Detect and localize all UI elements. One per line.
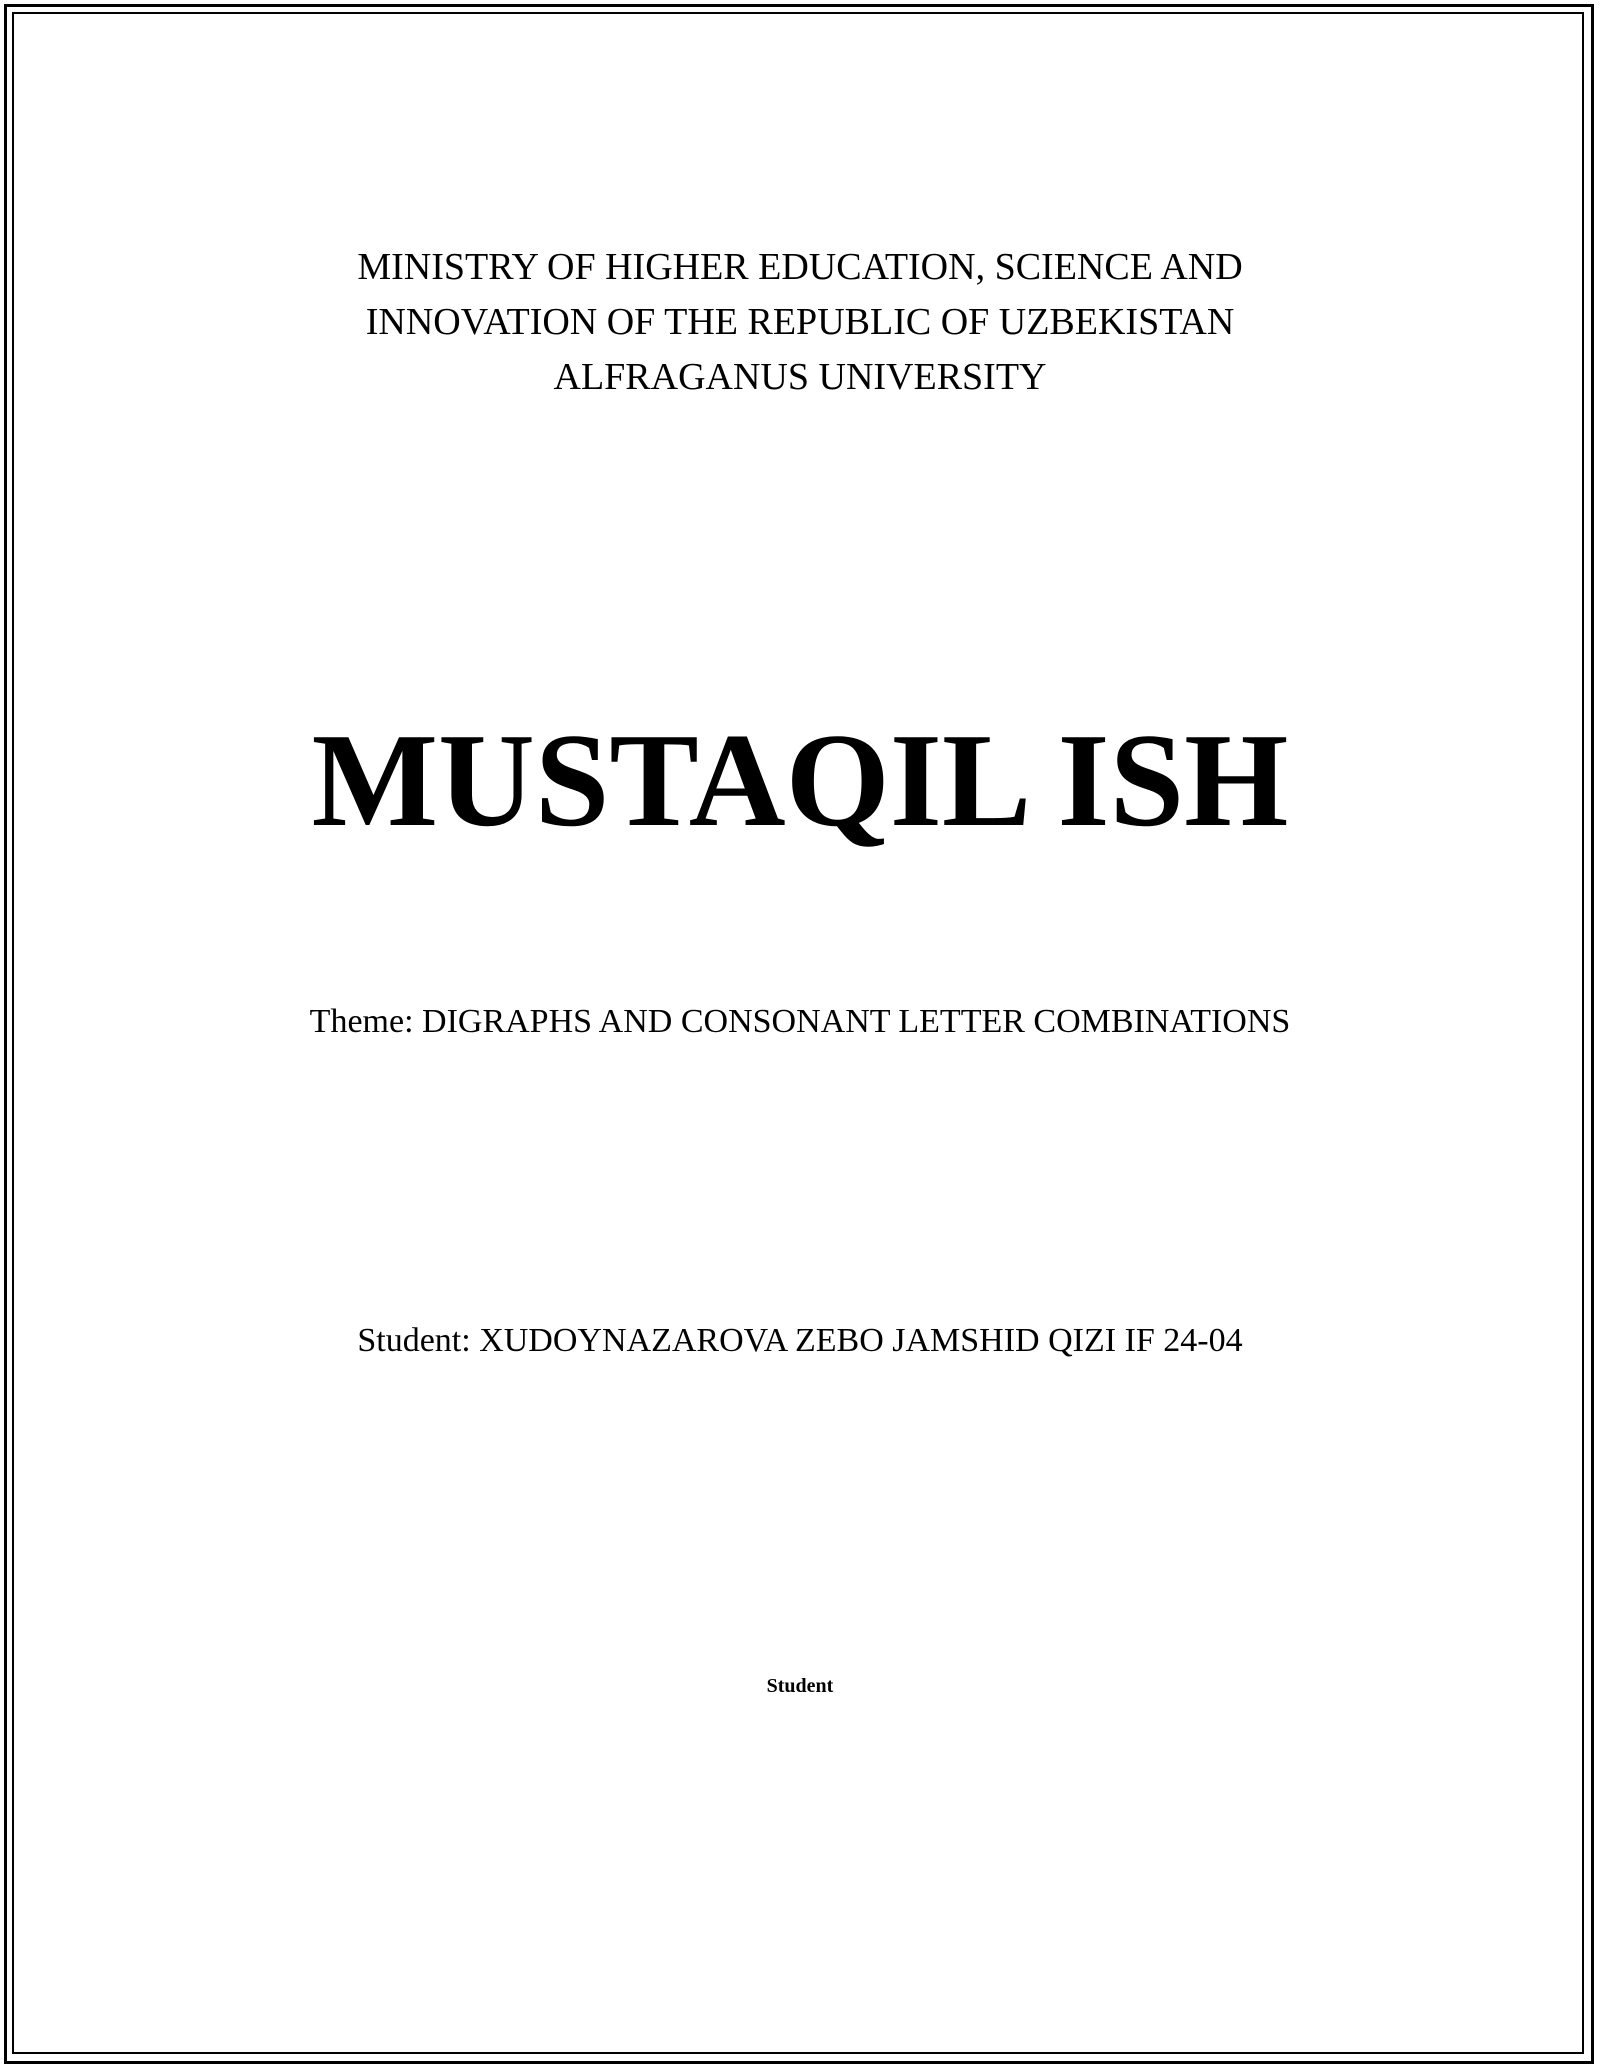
header-line-ministry: MINISTRY OF HIGHER EDUCATION, SCIENCE AND [357,246,1243,288]
student-label: Student [766,1675,834,1697]
header-line-republic: INNOVATION OF THE REPUBLIC OF UZBEKISTAN [365,301,1235,343]
header-line-university: ALFRAGANUS UNIVERSITY [553,356,1047,398]
student-info-line: Student: XUDOYNAZAROVA ZEBO JAMSHID QIZI IF 24-04 [357,1322,1243,1359]
document-title: MUSTAQIL ISH [311,706,1289,854]
theme-line: Theme: DIGRAPHS AND CONSONANT LETTER COMBINATIONS [309,1003,1291,1040]
institution-header [0,240,1600,405]
